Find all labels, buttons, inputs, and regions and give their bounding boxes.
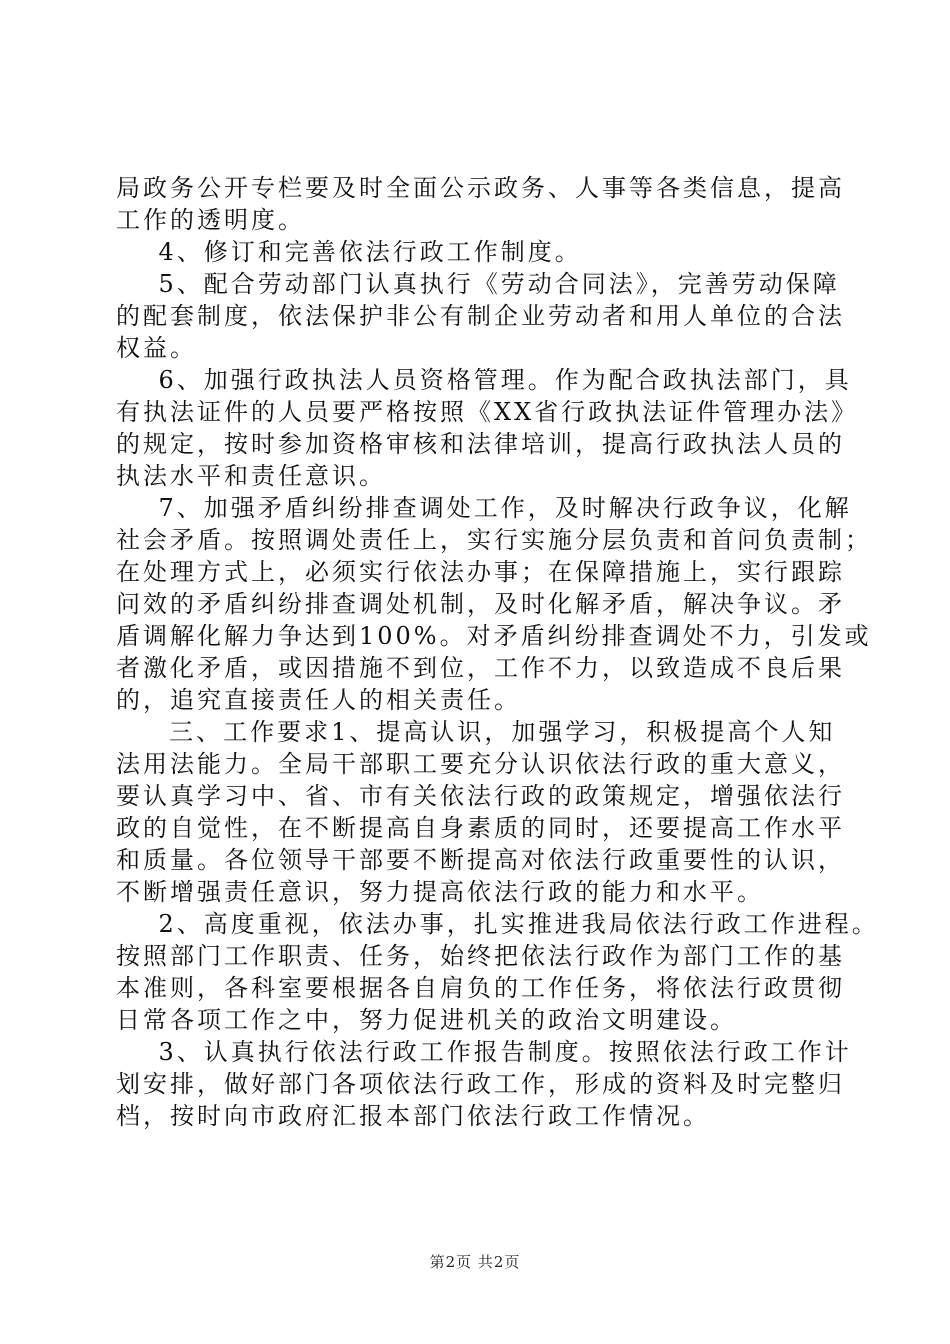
text-line: 6、加强行政执法人员资格管理。作为配合政执法部门，具 xyxy=(116,366,852,394)
text-line: 盾调解化解力争达到100%。对矛盾纠纷排查调处不力，引发或 xyxy=(116,622,872,650)
text-line: 法用法能力。全局干部职工要充分认识依法行政的重大意义， xyxy=(116,750,845,778)
text-line: 执法水平和责任意识。 xyxy=(116,462,386,490)
text-line: 问效的矛盾纠纷排查调处机制，及时化解矛盾，解决争议。矛 xyxy=(116,590,845,618)
text-line: 日常各项工作之中，努力促进机关的政治文明建设。 xyxy=(116,1006,737,1034)
page-number-footer: 第2页 共2页 xyxy=(429,1253,521,1271)
text-line: 的规定，按时参加资格审核和法律培训，提高行政执法人员的 xyxy=(116,430,845,458)
text-line: 的，追究直接责任人的相关责任。 xyxy=(116,686,521,714)
text-line: 权益。 xyxy=(116,334,197,362)
text-line: 划安排，做好部门各项依法行政工作，形成的资料及时完整归 xyxy=(116,1070,845,1098)
text-line: 局政务公开专栏要及时全面公示政务、人事等各类信息，提高 xyxy=(116,174,845,202)
text-line: 在处理方式上，必须实行依法办事；在保障措施上，实行跟踪 xyxy=(116,558,845,586)
text-line: 3、认真执行依法行政工作报告制度。按照依法行政工作计 xyxy=(116,1038,852,1066)
text-line: 不断增强责任意识，努力提高依法行政的能力和水平。 xyxy=(116,878,764,906)
text-line: 2、高度重视，依法办事，扎实推进我局依法行政工作进程。 xyxy=(116,910,879,938)
text-line: 5、配合劳动部门认真执行《劳动合同法》，完善劳动保障 xyxy=(116,270,840,298)
text-line: 的配套制度，依法保护非公有制企业劳动者和用人单位的合法 xyxy=(116,302,845,330)
text-line: 社会矛盾。按照调处责任上，实行实施分层负责和首问负责制； xyxy=(116,526,872,554)
text-line: 本准则，各科室要根据各自肩负的工作任务，将依法行政贯彻 xyxy=(116,974,845,1002)
text-line: 工作的透明度。 xyxy=(116,206,305,234)
text-line: 要认真学习中、省、市有关依法行政的政策规定，增强依法行 xyxy=(116,782,845,810)
text-line: 档，按时向市政府汇报本部门依法行政工作情况。 xyxy=(116,1102,710,1130)
document-body xyxy=(116,172,879,1132)
text-line: 政的自觉性，在不断提高自身素质的同时，还要提高工作水平 xyxy=(116,814,845,842)
text-line: 三、工作要求1、提高认识，加强学习，积极提高个人知 xyxy=(116,718,836,746)
text-line: 7、加强矛盾纠纷排查调处工作，及时解决行政争议，化解 xyxy=(116,494,852,522)
text-line: 有执法证件的人员要严格按照《XX省行政执法证件管理办法》 xyxy=(116,398,859,426)
text-line: 4、修订和完善依法行政工作制度。 xyxy=(116,238,582,266)
text-line: 者激化矛盾，或因措施不到位，工作不力，以致造成不良后果 xyxy=(116,654,845,682)
text-line: 和质量。各位领导干部要不断提高对依法行政重要性的认识， xyxy=(116,846,845,874)
text-line: 按照部门工作职责、任务，始终把依法行政作为部门工作的基 xyxy=(116,942,845,970)
